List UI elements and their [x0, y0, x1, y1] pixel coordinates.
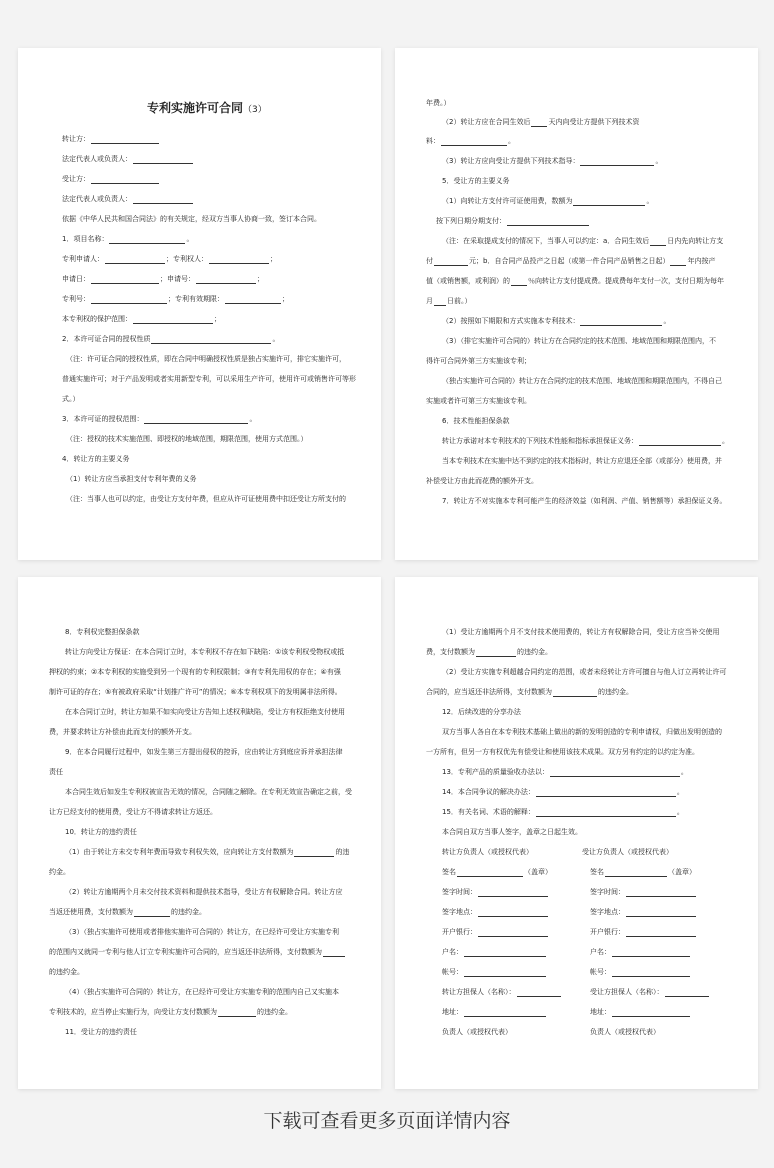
transferee-bank: 开户银行： — [590, 928, 697, 937]
paragraph-line: 费，支付数额为 的违约金。 — [426, 648, 552, 656]
paragraph-line: 专利技术的，应当停止实施行为，向受让方支付数额为 的违约金。 — [49, 1008, 292, 1016]
paragraph-line: （2）转让方应在合同生效后 天内向受让方提供下列技术资 — [442, 118, 640, 126]
protection-scope-line: 本专利权的保护范围： ； — [62, 315, 221, 323]
transferee-sign-time: 签字时间： — [590, 888, 697, 897]
paragraph-line: 13．专利产品的质量验收办法以： 。 — [442, 768, 688, 776]
paragraph-line: 的范围内又就同一专利与他人订立专利实施许可合同的，应当返还非法所得，支付数额为 — [49, 948, 346, 957]
transferor-sign-time: 签字时间： — [442, 888, 549, 897]
transferee-signature-heading: 受让方负责人（或授权代表） — [582, 848, 673, 856]
paragraph-line: （注：许可证合同的授权性质，即在合同中明确授权性质是独占实施许可，排它实施许可， — [66, 355, 346, 363]
contract-page-2 — [395, 48, 758, 560]
paragraph-line: （4）（独占实施许可合同的）转让方，在已经许可受让方实施专利的范围内自己又实施本 — [65, 988, 339, 996]
paragraph-line: （独占实施许可合同的）转让方在合同约定的技术范围、地域范围和期限范围内，不得自己 — [442, 377, 722, 385]
paragraph-line: （注：在采取提成支付的情况下，当事人可以约定：a．合同生效后 日内先向转让方支 — [442, 237, 724, 245]
paragraph-line: 9．在本合同履行过程中，如发生第三方提出侵权的控诉，应由转让方到庭应诉并承担法律 — [65, 748, 343, 756]
paragraph-line: 的违约金。 — [49, 968, 84, 976]
transferor-account-number: 帐号： — [442, 968, 547, 977]
section-heading: 10．转让方的违约责任 — [65, 828, 137, 836]
transferor-signature-heading: 转让方负责人（或授权代表） — [442, 848, 533, 856]
transferee-guarantor-rep: 负责人（或授权代表） — [590, 1028, 660, 1036]
paragraph-line: 合同的，应当返还非法所得，支付数额为 的违约金。 — [426, 688, 633, 696]
paragraph-line: 约金。 — [49, 868, 70, 876]
contract-page-3 — [18, 577, 381, 1089]
transferor-guarantor-rep: 负责人（或授权代表） — [442, 1028, 512, 1036]
contract-page-4 — [395, 577, 758, 1089]
paragraph-line: 让方已经支付的使用费，受让方不得请求转让方返还。 — [49, 808, 217, 816]
transferor-account-name: 户名： — [442, 948, 547, 957]
section-heading: 5．受让方的主要义务 — [442, 177, 510, 185]
paragraph-line: 补偿受让方由此而花费的额外开支。 — [426, 477, 538, 485]
paragraph-line: （3）（排它实施许可合同的）转让方在合同约定的技术范围、地域范围和期限范围内，不 — [442, 337, 716, 345]
transferor-sign-line: 签名 （盖章） — [442, 868, 552, 876]
paragraph-line: 普通实施许可；对于产品发明或者实用新型专利，可以采用生产许可，使用许可或销售许可等形 — [62, 375, 356, 383]
paragraph-line: 14．本合同争议的解决办法： 。 — [442, 788, 684, 796]
transferor-address: 地址： — [442, 1008, 547, 1017]
paragraph-line: 押权的约束；②本专利权的实施受到另一个现有的专利权限制；③有专利先用权的存在；④有强 — [49, 668, 341, 676]
transferee-rep-line: 法定代表人或负责人： — [62, 195, 194, 204]
transferee-sign-line: 签名 （盖章） — [590, 868, 696, 876]
paragraph-line: （2）受让方实施专利超越合同约定的范围，或者未经转让方许可擅自与他人订立再转让许可 — [442, 668, 727, 676]
paragraph-line: 年费。） — [426, 99, 451, 107]
project-name-line: 1．项目名称： 。 — [62, 235, 194, 243]
paragraph-line: 当返还使用费，支付数额为 的违约金。 — [49, 908, 206, 916]
paragraph-line: 实施或者许可第三方实施该专利。 — [426, 397, 531, 405]
paragraph-line: 费，并要求转让方补偿由此而支付的额外开支。 — [49, 728, 196, 736]
paragraph-line: 得许可合同外第三方实施该专利； — [426, 357, 531, 365]
transferor-line: 转让方： — [62, 135, 160, 144]
paragraph-line: 一方所有，但另一方有权优先有偿受让和使用该技术成果。双方另有约定的以约定为准。 — [426, 748, 699, 756]
paragraph-line: 当本专利技术在实施中达不到约定的技术指标时，转让方应退还全部（或部分）使用费，并 — [442, 457, 722, 465]
transferor-sign-place: 签字地点： — [442, 908, 549, 917]
transferee-account-name: 户名： — [590, 948, 691, 957]
section-heading: 11．受让方的违约责任 — [65, 1028, 137, 1036]
application-date-line: 申请日： ；申请号： ； — [62, 275, 264, 283]
paragraph-line: 料： 。 — [426, 137, 515, 145]
paragraph-line: （1）受让方逾期两个月不支付技术使用费的，转让方有权解除合同，受让方应当补交使用 — [442, 628, 720, 636]
paragraph-line: （2）按照如下期限和方式实施本专利技术： 。 — [442, 317, 671, 325]
section-heading: 2．本许可证合同的授权性质 。 — [62, 335, 280, 343]
paragraph-line: 本合同自双方当事人签字，盖章之日起生效。 — [442, 828, 582, 836]
patent-applicant-line: 专利申请人： ；专利权人： ； — [62, 255, 277, 263]
section-heading: 4．转让方的主要义务 — [62, 455, 130, 463]
transferor-bank: 开户银行： — [442, 928, 549, 937]
paragraph-line: 转让方向受让方保证：在本合同订立时，本专利权不存在如下缺陷：①该专利权受物权或抵 — [65, 648, 345, 656]
paragraph-line: 本合同生效后如发生专利权被宣告无效的情况，合同随之解除。在专利无效宣告确定之前，受 — [65, 788, 352, 796]
transferee-account-number: 帐号： — [590, 968, 691, 977]
contract-page-1 — [18, 48, 381, 560]
transferee-sign-place: 签字地点： — [590, 908, 697, 917]
paragraph-line: 转让方承诺对本专利技术的下列技术性能和指标承担保证义务： 。 — [442, 437, 729, 445]
paragraph-line: 制许可证的存在；⑤有被政府采取“计划推广许可”的情况；⑥本专利权项下的发明属非法所得。 — [49, 688, 342, 696]
transferee-guarantor: 受让方担保人（名称）： — [590, 988, 710, 997]
section-heading: 6．技术性能担保条款 — [442, 417, 510, 425]
paragraph-line: 在本合同订立时，转让方如果不如实向受让方告知上述权利缺陷，受让方有权拒绝支付使用 — [65, 708, 345, 716]
paragraph-line: （3）转让方应向受让方提供下列技术指导： 。 — [442, 157, 663, 165]
paragraph-line: 值（或销售额，或利润）的 ％向转让方支付提成费。提成费每年支付一次，支付日期为每年 — [426, 277, 724, 285]
paragraph-line: 7．转让方不对实施本专利可能产生的经济效益（如利润、产值、销售额等）承担保证义务。 — [442, 497, 727, 505]
paragraph-line: 依据《中华人民共和国合同法》的有关规定，经双方当事人协商一致，签订本合同。 — [62, 215, 321, 223]
download-more-caption: 下载可查看更多页面详情内容 — [263, 1110, 511, 1132]
patent-number-line: 专利号： ；专利有效期限： ； — [62, 295, 289, 303]
paragraph-line: （3）（独占实施许可使用或者排他实施许可合同的）转让方，在已经许可受让方实施专利 — [65, 928, 339, 936]
paragraph-line: 15．有关名词、术语的解释： 。 — [442, 808, 684, 816]
paragraph-line: （1）转让方应当承担支付专利年费的义务 — [66, 475, 197, 483]
paragraph-line: 双方当事人各自在本专利技术基础上做出的新的发明创造的专利申请权，归做出发明创造的 — [442, 728, 722, 736]
contract-title: 专利实施许可合同（3） — [147, 101, 267, 115]
paragraph-line: （1）由于转让方未交专利年费而导致专利权失效，应向转让方支付数额为 的违 — [65, 848, 350, 856]
paragraph-line: （注：当事人也可以约定，由受让方支付年费，但应从许可证使用费中扣还受让方所支付的 — [66, 495, 346, 503]
paragraph-line: 付 元；b．自合同产品投产之日起（或第一件合同产品销售之日起） 年内按产 — [426, 257, 716, 265]
paragraph-line: 式。） — [62, 395, 80, 403]
paragraph-line: （2）转让方逾期两个月未交付技术资料和提供技术指导，受让方有权解除合同。转让方应 — [65, 888, 343, 896]
paragraph-line: 按下列日期分期支付： — [436, 217, 590, 226]
section-heading: 12．后续改进的分享办法 — [442, 708, 521, 716]
transferee-line: 受让方： — [62, 175, 160, 184]
transferor-rep-line: 法定代表人或负责人： — [62, 155, 194, 164]
paragraph-line: （注：授权的技术实施范围、即授权的地域范围，期限范围，使用方式范围。） — [66, 435, 308, 443]
paragraph-line: 月 日前。） — [426, 297, 472, 305]
transferor-guarantor: 转让方担保人（名称）： — [442, 988, 562, 997]
section-heading: 8．专利权完整担保条款 — [65, 628, 140, 636]
paragraph-line: （1）向转让方支付许可证使用费，数额为 。 — [442, 197, 654, 205]
transferee-address: 地址： — [590, 1008, 691, 1017]
section-heading: 3．本许可证的授权范围： 。 — [62, 415, 257, 423]
paragraph-line: 责任 — [49, 768, 63, 776]
